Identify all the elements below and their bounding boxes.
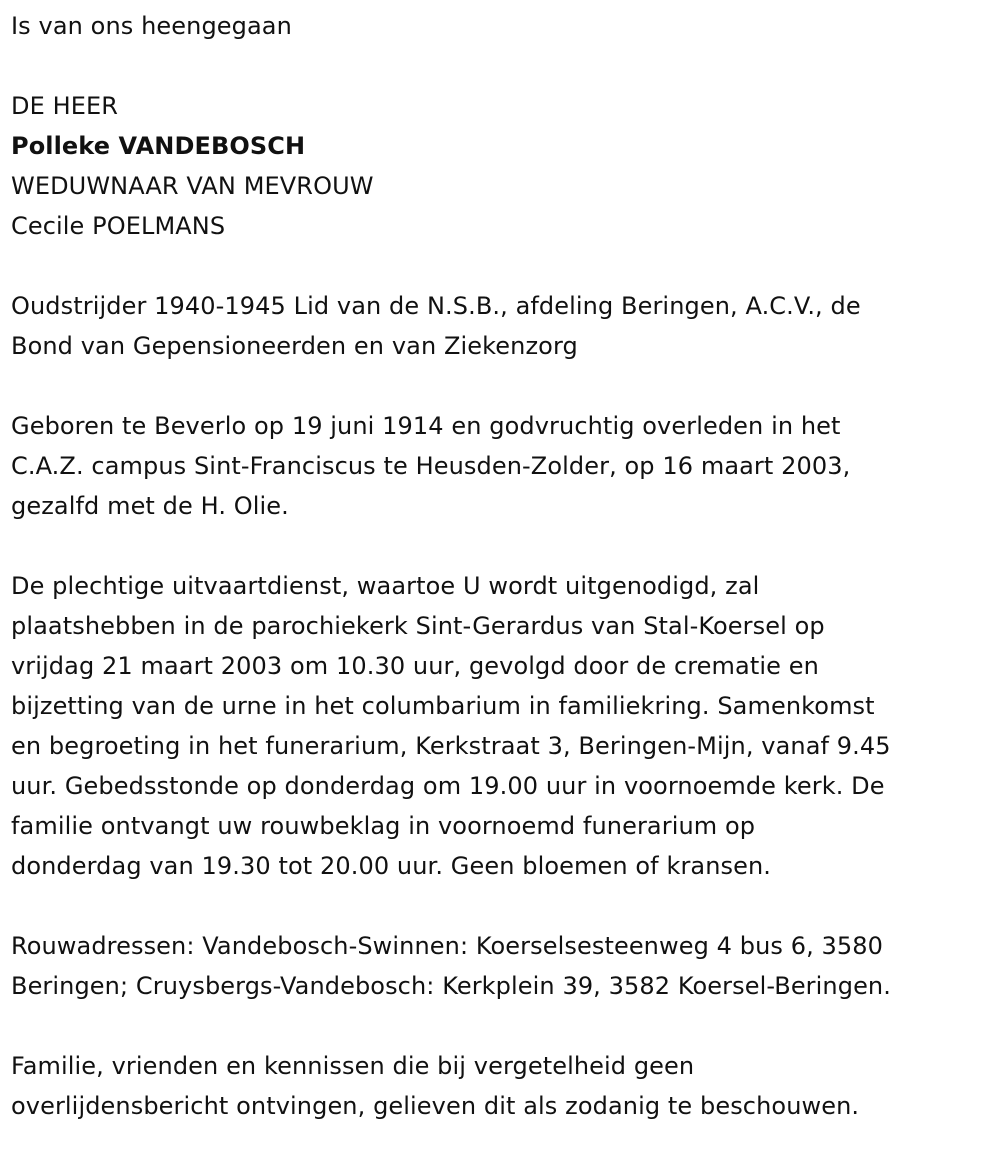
service-line: uur. Gebedsstonde op donderdag om 19.00 uur in voornoemde kerk. De bbox=[11, 772, 885, 800]
title-line: DE HEER bbox=[11, 92, 119, 120]
service-line: De plechtige uitvaartdienst, waartoe U wordt uitgenodigd, zal bbox=[11, 572, 760, 600]
closing-paragraph bbox=[11, 1046, 996, 1126]
memberships-paragraph bbox=[11, 286, 996, 366]
service-line: vrijdag 21 maart 2003 om 10.30 uur, gevolgd door de crematie en bbox=[11, 652, 819, 680]
service-line: familie ontvangt uw rouwbeklag in voornoemd funerarium op bbox=[11, 812, 756, 840]
service-line: bijzetting van de urne in het columbarium in familiekring. Samenkomst bbox=[11, 692, 875, 720]
obituary-notice bbox=[11, 0, 996, 1126]
birth-death-line: C.A.Z. campus Sint-Franciscus te Heusden-Zolder, op 16 maart 2003, bbox=[11, 452, 851, 480]
memberships-line: Oudstrijder 1940-1945 Lid van de N.S.B., afdeling Beringen, A.C.V., de bbox=[11, 292, 861, 320]
deceased-name: Polleke VANDEBOSCH bbox=[11, 132, 306, 160]
service-paragraph bbox=[11, 566, 996, 886]
closing-line: overlijdensbericht ontvingen, gelieven dit als zodanig te beschouwen. bbox=[11, 1092, 860, 1120]
service-line: en begroeting in het funerarium, Kerkstraat 3, Beringen-Mijn, vanaf 9.45 bbox=[11, 732, 891, 760]
addresses-paragraph bbox=[11, 926, 996, 1006]
birth-death-line: gezalfd met de H. Olie. bbox=[11, 492, 289, 520]
relation-line: WEDUWNAAR VAN MEVROUW bbox=[11, 172, 374, 200]
spouse-name: Cecile POELMANS bbox=[11, 212, 226, 240]
closing-line: Familie, vrienden en kennissen die bij vergetelheid geen bbox=[11, 1052, 695, 1080]
birth-death-line: Geboren te Beverlo op 19 juni 1914 en godvruchtig overleden in het bbox=[11, 412, 841, 440]
birth-death-paragraph bbox=[11, 406, 996, 526]
address-line: Rouwadressen: Vandebosch-Swinnen: Koerselsesteenweg 4 bus 6, 3580 bbox=[11, 932, 884, 960]
memberships-line: Bond van Gepensioneerden en van Ziekenzorg bbox=[11, 332, 578, 360]
intro-line: Is van ons heengegaan bbox=[11, 12, 292, 40]
address-line: Beringen; Cruysbergs-Vandebosch: Kerkplein 39, 3582 Koersel-Beringen. bbox=[11, 972, 891, 1000]
service-line: plaatshebben in de parochiekerk Sint-Gerardus van Stal-Koersel op bbox=[11, 612, 825, 640]
service-line: donderdag van 19.30 tot 20.00 uur. Geen bloemen of kransen. bbox=[11, 852, 772, 880]
